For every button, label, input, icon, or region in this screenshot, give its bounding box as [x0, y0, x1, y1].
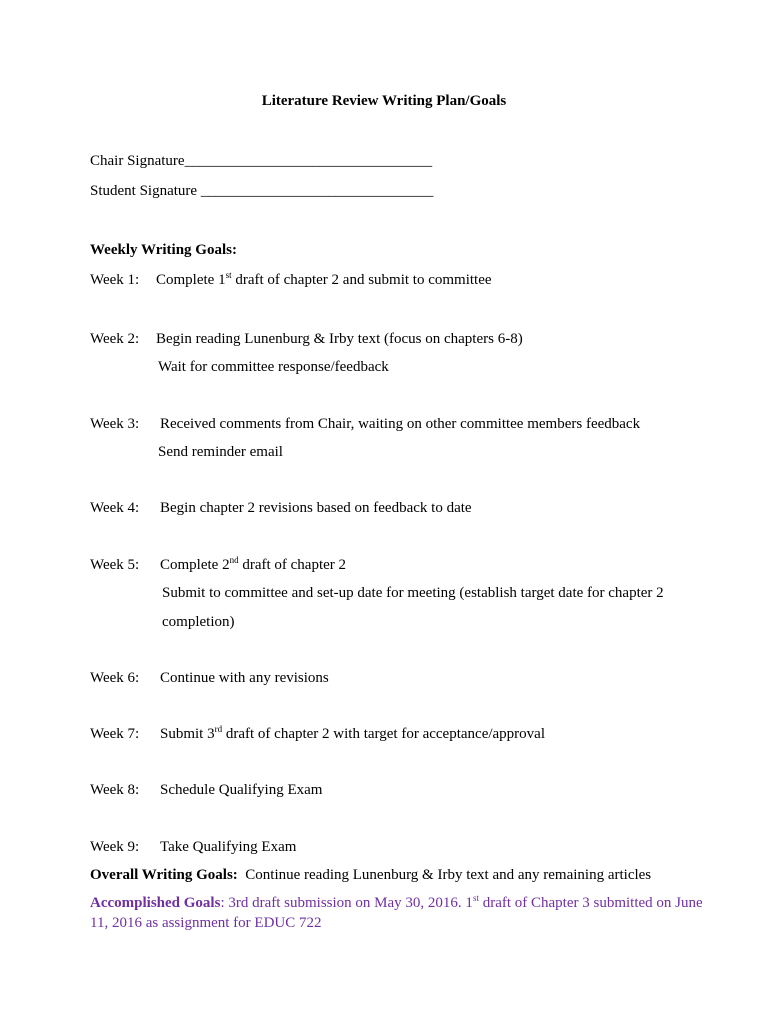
chair-signature-line: Chair Signature_________________________________: [90, 153, 433, 169]
week-1-text: Complete 1st draft of chapter 2 and submit to committee: [156, 270, 492, 288]
accomplished-goals: Accomplished Goals: 3rd draft submission on May 30, 2016. 1st draft of Chapter 3 submitted on June 11, 2016 as assignment for EDUC 722: [90, 893, 703, 931]
week-3-text-2: Send reminder email: [158, 444, 283, 460]
week-1-label: Week 1:: [90, 272, 140, 288]
accomplished-goals-label: Accomplished Goals: [90, 895, 221, 911]
week-5-label: Week 5:: [90, 557, 140, 573]
week-3-text-1: Received comments from Chair, waiting on other committee members feedback: [160, 416, 641, 432]
overall-goals-label: Overall Writing Goals:: [90, 867, 238, 883]
week-4-label: Week 4:: [90, 500, 140, 516]
week-8-label: Week 8:: [90, 782, 140, 798]
week-9-label: Week 9:: [90, 839, 140, 855]
week-9-text: Take Qualifying Exam: [160, 839, 297, 855]
overall-goals: [90, 867, 651, 884]
week-5-text-1: Complete 2nd draft of chapter 2: [160, 555, 347, 573]
week-4-text: Begin chapter 2 revisions based on feedback to date: [160, 500, 472, 516]
week-7-label: Week 7:: [90, 726, 140, 742]
overall-goals-text: Continue reading Lunenburg & Irby text and any remaining articles: [237, 867, 652, 883]
week-6-text: Continue with any revisions: [160, 670, 329, 686]
document-title: Literature Review Writing Plan/Goals: [261, 93, 507, 109]
week-7-text: Submit 3rd draft of chapter 2 with target for acceptance/approval: [160, 724, 546, 742]
week-2-text-1: Begin reading Lunenburg & Irby text (focus on chapters 6-8): [156, 331, 523, 347]
week-5-text-3: completion): [162, 614, 235, 630]
week-6-label: Week 6:: [90, 670, 140, 686]
week-8-text: Schedule Qualifying Exam: [160, 782, 323, 798]
week-5-text-2: Submit to committee and set-up date for meeting (establish target date for chapter 2: [162, 585, 664, 601]
weekly-goals-heading: Weekly Writing Goals:: [90, 242, 237, 258]
week-2-label: Week 2:: [90, 331, 140, 347]
week-2-text-2: Wait for committee response/feedback: [158, 359, 389, 375]
student-signature-line: Student Signature _______________________________: [90, 183, 434, 199]
week-3-label: Week 3:: [90, 416, 140, 432]
